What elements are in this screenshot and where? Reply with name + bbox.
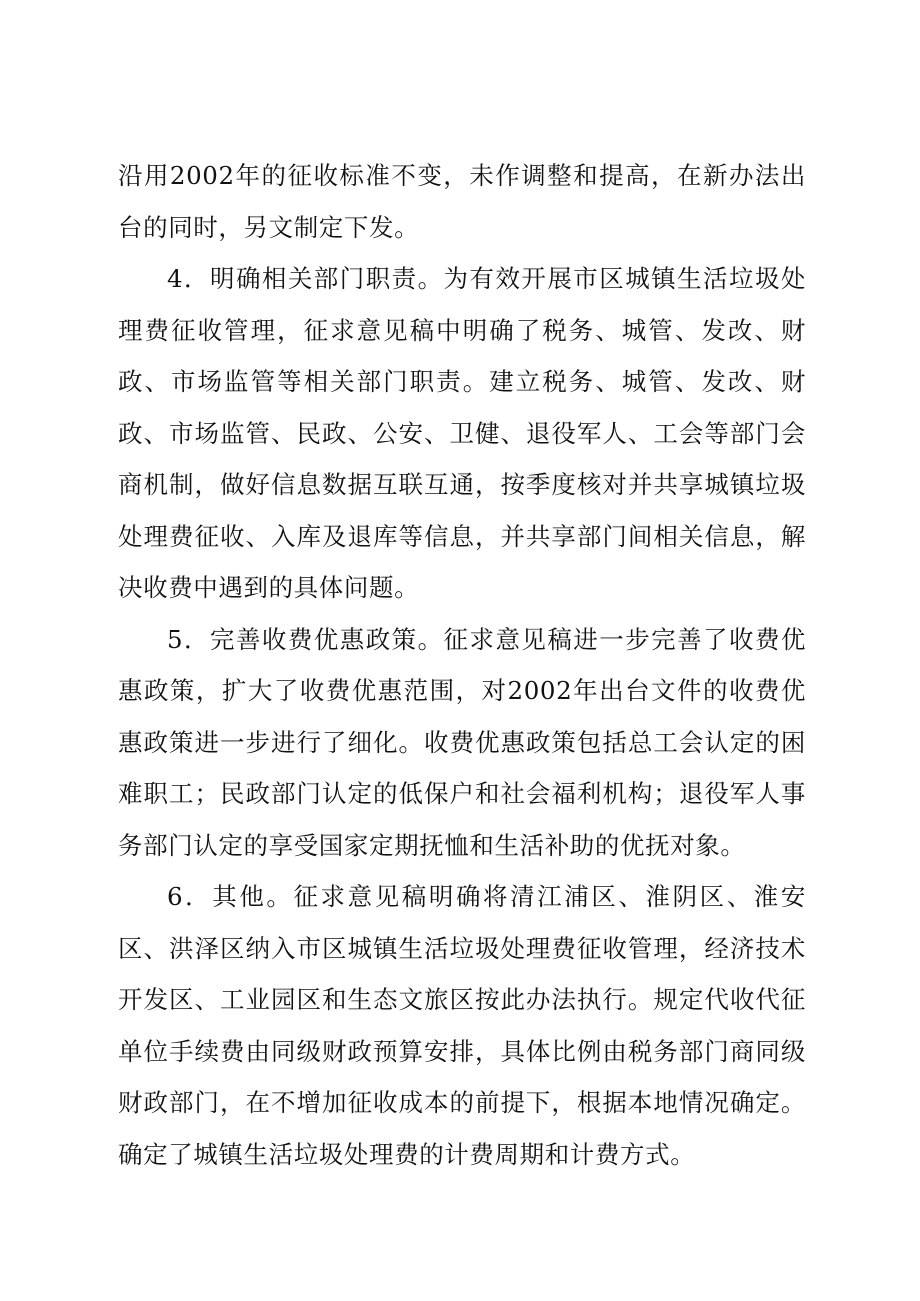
paragraph-4-department-duties: 4．明确相关部门职责。为有效开展市区城镇生活垃圾处理费征收管理，征求意见稿中明确了税务、城管、发改、财政、市场监管等相关部门职责。建立税务、城管、发改、财政、市场监管、民政、公安、卫健、退役军人、工会等部门会商机制，做好信息数据互联互通，按季度核对并共享城镇垃圾处理费征收、入库及退库等信息，并共享部门间相关信息，解决收费中遇到的具体问题。 — [118, 264, 806, 602]
paragraph-5-fee-discount-policy: 5．完善收费优惠政策。征求意见稿进一步完善了收费优惠政策，扩大了收费优惠范围，对2002年出台文件的收费优惠政策进一步进行了细化。收费优惠政策包括总工会认定的困难职工；民政部门认定的低保户和社会福利机构；退役军人事务部门认定的享受国家定期抚恤和生活补助的优抚对象。 — [118, 624, 806, 860]
paragraph-continuation: 沿用2002年的征收标准不变，未作调整和提高，在新办法出台的同时，另文制定下发。 — [118, 161, 806, 242]
paragraph-6-other: 6．其他。征求意见稿明确将清江浦区、淮阴区、淮安区、洪泽区纳入市区城镇生活垃圾处理费征收管理，经济技术开发区、工业园区和生态文旅区按此办法执行。规定代收代征单位手续费由同级财政预算安排，具体比例由税务部门商同级财政部门，在不增加征收成本的前提下，根据本地情况确定。确定了城镇生活垃圾处理费的计费周期和计费方式。 — [118, 882, 806, 1169]
document-body — [118, 150, 806, 1180]
